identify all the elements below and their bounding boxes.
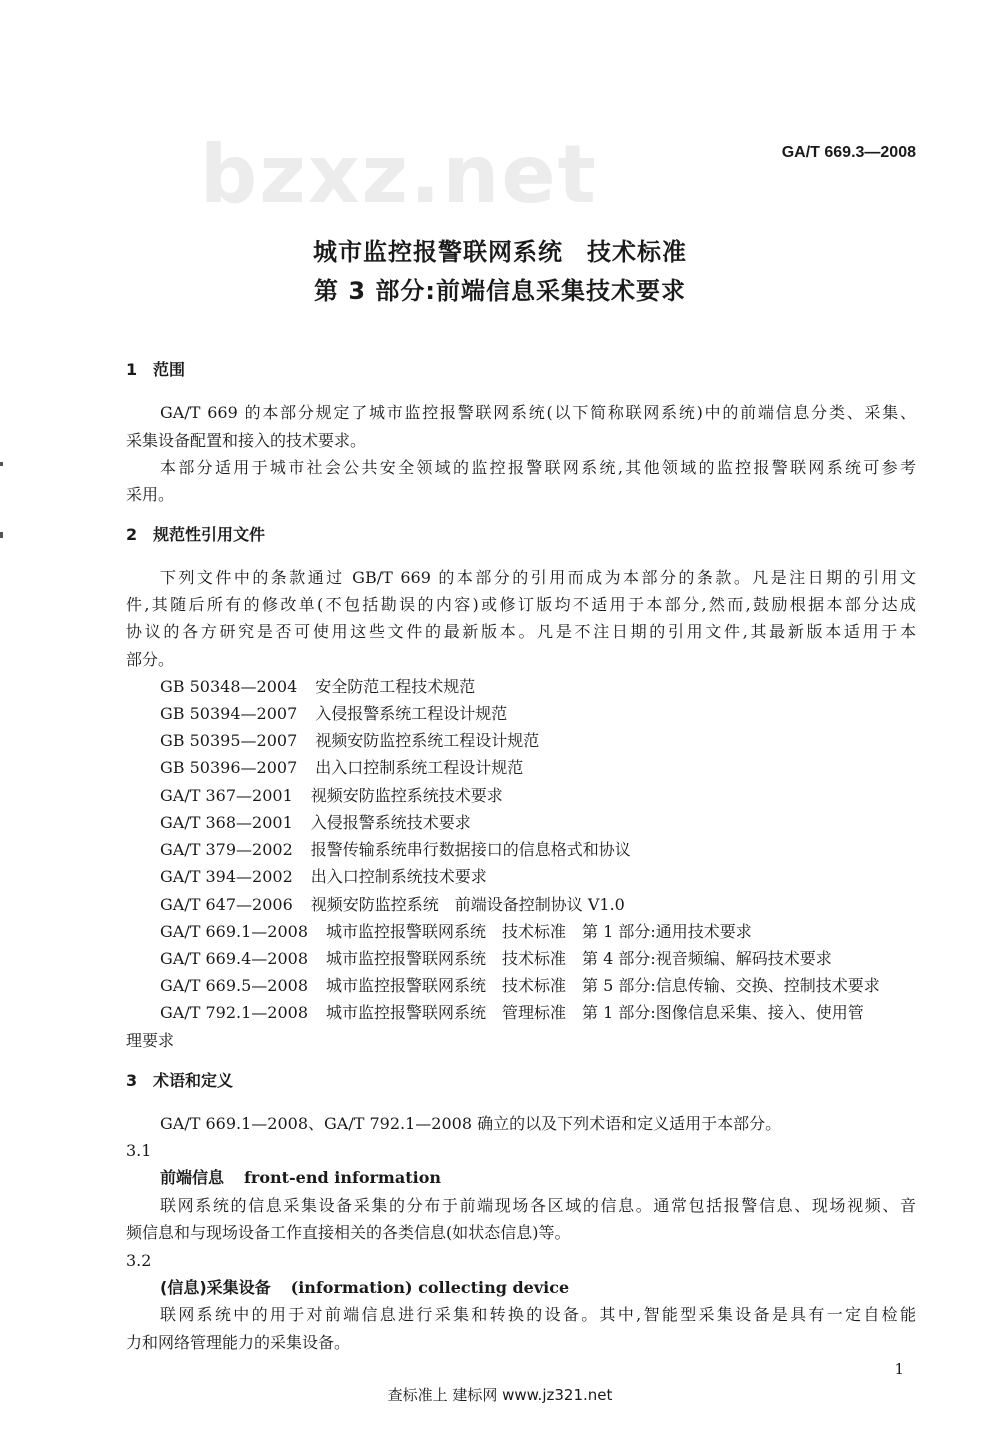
paragraph-line: 部分。	[126, 650, 175, 669]
reference-title: 入侵报警系统技术要求	[310, 813, 471, 832]
reference-item	[160, 895, 625, 915]
term-number: 3.2	[126, 1251, 152, 1270]
reference-item	[160, 922, 752, 942]
reference-title: 视频安防监控系统 前端设备控制协议 V1.0	[310, 895, 625, 914]
section-title: 范围	[153, 360, 186, 379]
section-1-heading	[126, 360, 185, 380]
reference-code: GA/T 792.1—2008	[160, 1003, 309, 1022]
reference-title: 报警传输系统串行数据接口的信息格式和协议	[310, 840, 631, 859]
reference-item	[160, 949, 832, 969]
reference-title: 城市监控报警联网系统 管理标准 第 1 部分:图像信息采集、接入、使用管	[326, 1003, 864, 1022]
paragraph-line: 件,其随后所有的修改单(不包括勘误的内容)或修订版均不适用于本部分,然而,鼓励根据本部分达成	[126, 595, 916, 614]
section-2-heading	[126, 525, 265, 545]
term-chinese: (信息)采集设备	[160, 1278, 271, 1297]
footer-site-link[interactable]: 查标准上 建标网 www.jz321.net	[387, 1386, 613, 1404]
reference-title: 入侵报警系统工程设计规范	[315, 704, 508, 723]
section-number: 1	[126, 360, 138, 379]
reference-item	[160, 840, 631, 860]
term-definition-line: 力和网络管理能力的采集设备。	[126, 1333, 351, 1352]
reference-title: 出入口控制系统技术要求	[310, 867, 487, 886]
term-definition-line: 联网系统的信息采集设备采集的分布于前端现场各区域的信息。通常包括报警信息、现场视频、音	[160, 1196, 916, 1215]
reference-item	[160, 1003, 864, 1023]
reference-item-continuation: 理要求	[126, 1031, 175, 1050]
reference-code: GA/T 669.5—2008	[160, 976, 309, 995]
term-english: front-end information	[244, 1168, 441, 1187]
section-number: 2	[126, 525, 138, 544]
term-entry	[160, 1278, 569, 1298]
reference-item	[160, 704, 507, 724]
reference-code: GA/T 394—2002	[160, 867, 293, 886]
reference-title: 出入口控制系统工程设计规范	[315, 758, 524, 777]
reference-title: 视频安防监控系统工程设计规范	[315, 731, 540, 750]
reference-item	[160, 758, 523, 778]
watermark: bzxz.net	[200, 128, 598, 221]
reference-title: 城市监控报警联网系统 技术标准 第 4 部分:视音频编、解码技术要求	[326, 949, 832, 968]
paragraph-line: 本部分适用于城市社会公共安全领域的监控报警联网系统,其他领域的监控报警联网系统可参考	[160, 458, 916, 477]
title-system-name: 城市监控报警联网系统	[313, 238, 563, 266]
term-number: 3.1	[126, 1141, 152, 1160]
reference-title: 安全防范工程技术规范	[315, 677, 476, 696]
term-definition-line: 联网系统中的用于对前端信息进行采集和转换的设备。其中,智能型采集设备是具有一定自检能	[160, 1305, 916, 1324]
reference-code: GA/T 669.1—2008	[160, 922, 309, 941]
document-title-line2: 第 3 部分:前端信息采集技术要求	[313, 277, 686, 305]
reference-item	[160, 976, 880, 996]
section-title: 术语和定义	[153, 1071, 234, 1090]
term-english: (information) collecting device	[290, 1278, 570, 1297]
reference-code: GB 50348—2004	[160, 677, 298, 696]
reference-item	[160, 867, 487, 887]
reference-title: 城市监控报警联网系统 技术标准 第 5 部分:信息传输、交换、控制技术要求	[326, 976, 880, 995]
paragraph-line: 采集设备配置和接入的技术要求。	[126, 431, 367, 450]
reference-item	[160, 731, 539, 751]
reference-code: GA/T 379—2002	[160, 840, 293, 859]
term-definition-line: 频信息和与现场设备工作直接相关的各类信息(如状态信息)等。	[126, 1223, 571, 1242]
paragraph-line: 采用。	[126, 485, 175, 504]
term-chinese: 前端信息	[160, 1168, 225, 1187]
reference-item	[160, 677, 475, 697]
standard-code: GA/T 669.3—2008	[781, 144, 916, 161]
reference-code: GA/T 368—2001	[160, 813, 293, 832]
reference-code: GB 50396—2007	[160, 758, 298, 777]
paragraph-line: GA/T 669 的本部分规定了城市监控报警联网系统(以下简称联网系统)中的前端信息分类、采集、	[160, 403, 916, 422]
section-title: 规范性引用文件	[153, 525, 266, 544]
paragraph-line: GA/T 669.1—2008、GA/T 792.1—2008 确立的以及下列术语和定义适用于本部分。	[160, 1114, 782, 1133]
reference-code: GA/T 367—2001	[160, 786, 293, 805]
paragraph-line: 协议的各方研究是否可使用这些文件的最新版本。凡是不注日期的引用文件,其最新版本适用于本	[126, 622, 916, 641]
document-title-line1	[0, 232, 1000, 267]
reference-item	[160, 813, 471, 833]
term-entry	[160, 1168, 441, 1188]
section-number: 3	[126, 1071, 138, 1090]
page-number: 1	[894, 1360, 904, 1378]
reference-code: GA/T 647—2006	[160, 895, 293, 914]
reference-title: 城市监控报警联网系统 技术标准 第 1 部分:通用技术要求	[326, 922, 752, 941]
reference-code: GA/T 669.4—2008	[160, 949, 309, 968]
reference-code: GB 50394—2007	[160, 704, 298, 723]
reference-item	[160, 786, 503, 806]
reference-code: GB 50395—2007	[160, 731, 298, 750]
title-standard-type: 技术标准	[587, 238, 687, 266]
scan-edge-mark	[0, 532, 3, 538]
scan-edge-mark	[0, 462, 3, 466]
reference-title: 视频安防监控系统技术要求	[310, 786, 503, 805]
paragraph-line: 下列文件中的条款通过 GB/T 669 的本部分的引用而成为本部分的条款。凡是注日期的引用文	[160, 568, 916, 587]
section-3-heading	[126, 1071, 233, 1091]
